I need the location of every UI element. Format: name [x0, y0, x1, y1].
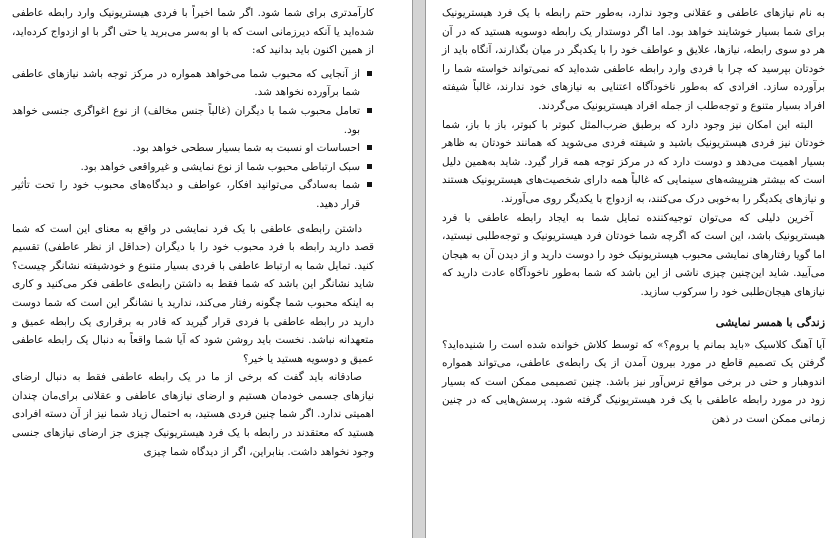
bullet-text: سبک ارتباطی محبوب شما از نوع نمایشی و غیرواقعی خواهد بود.	[80, 160, 360, 173]
right-page	[426, 0, 839, 538]
bullet-text: از آنجایی که محبوب شما می‌خواهد همواره در مرکز توجه باشد نیازهای عاطفی شما برآورده نخواهد شد.	[12, 67, 360, 99]
left-paragraph-2: صادقانه باید گفت که برخی از ما در یک رابطه عاطفی فقط به دنبال ارضای نیازهای جسمی خودمان هستیم و ارضای نیازهای عاطفی و عقلانی برای‌مان چندان اهمیتی ندارد. اگر شما چنین فردی هستید، به احتمال زیاد شما نیز از آن دسته افرادی هستید که معتقدند در رابطه با یک فرد هیستریونیک چیزی جز ارضای نیازهای جنسی وجود نخواهد داشت. بنابراین، اگر از دیدگاه شما چیزی	[12, 371, 374, 458]
page-edge-left	[412, 0, 413, 538]
left-page	[0, 0, 412, 538]
square-bullet-icon	[367, 182, 372, 187]
square-bullet-icon	[367, 145, 372, 150]
bullet-list	[12, 65, 374, 214]
left-page-text	[12, 4, 374, 461]
square-bullet-icon	[367, 164, 372, 169]
bullet-item	[12, 102, 360, 139]
right-paragraph-3: آخرین دلیلی که می‌توان توجیه‌کننده تمایل شما به ایجاد رابطه عاطفی با فرد هیستریونیک باشد، این است که اگرچه شما خودتان فرد هیستریونیک و توجه‌طلبی نیستید، اما گویا رفتارهای نمایشی محبوب هیستریونیک خود را دوست دارید و از دیدن آن به هیجان می‌آیید. شاید این‌چنین چیزی ناشی از این باشد که شما به‌طور ناخودآگاه عادت دارید که نیازهای هیجان‌طلبی خود را سرکوب سازید.	[442, 211, 825, 298]
right-paragraph-1: به نام نیازهای عاطفی و عقلانی وجود ندارد، به‌طور حتم رابطه با یک فرد هیستریونیک برای شما بسیار خوشایند خواهد بود. اما اگر دوستدار یک رابطه دوسویه هستید که در آن هر دو سوی رابطه، نیازها، علایق و عواطف خود را با یکدیگر در میان بگذارند، آنگاه باید از خودتان بپرسید که چرا با فردی وارد رابطه عاطفی شده‌اید که نمی‌تواند خواسته شما را برآورده سازد. افرادی که به‌طور ناخودآگاه اعتنایی به نیازهای خود ندارند، غالباً شیفته افراد بسیار متنوع و توجه‌طلب از جمله افراد هیستریونیک می‌گردند.	[442, 7, 825, 112]
square-bullet-icon	[367, 108, 372, 113]
bullet-item	[12, 176, 360, 213]
left-paragraph-1: داشتن رابطه‌ی عاطفی با یک فرد نمایشی در واقع به معنای این است که شما قصد دارید رابطه با فرد محبوب خود را با دیگران (حداقل از نظر عاطفی) تقسیم کنید. تمایل شما به ارتباط عاطفی با فردی بسیار متنوع و خودشیفته نشانگر چیست؟ شاید نشانگر این باشد که شما فقط به داشتن رابطه‌ی عاطفی فکر می‌کنید و کاری به اینکه محبوب شما چگونه رفتار می‌کند، ندارید یا نشانگر این است که شما دوست دارید در رابطه عاطفی با فردی قرار گیرید که قادر به برقراری یک رابطه عمیق و متعهدانه نباشد. نخست باید روشن شود که آیا شما واقعاً به دنبال یک رابطه عاطفی عمیق و دوسویه هستید یا خیر؟	[12, 222, 374, 365]
right-paragraph-2: البته این امکان نیز وجود دارد که برطبق ضرب‌المثل کبوتر با کبوتر، باز با باز، شما خودتان نیز فردی هیستریونیک باشید و شیفته فردی می‌شوید که همانند خودتان به ظاهر بسیار اهمیت می‌دهد و دوست دارد که در مرکز توجه همه قرار گیرد. شاید به‌همین دلیل است که بیشتر هنرپیشه‌های سینمایی که غالباً همه دارای شخصیت‌های هیستریونیک هستند و نیازهای یکدیگر را به‌خوبی درک می‌کنند، به ازدواج با یکدیگر روی می‌آورند.	[442, 118, 825, 205]
bullet-text: شما به‌سادگی می‌توانید افکار، عواطف و دیدگاه‌های محبوب خود را تحت تأثیر قرار دهید.	[12, 179, 360, 210]
right-paragraph-4: آیا آهنگ کلاسیک «باید بمانم یا بروم؟» که توسط کلاش خوانده شده است را شنیده‌اید؟ گرفتن یک تصمیم قاطع در مورد بیرون آمدن از یک رابطه‌ی عاطفی، می‌تواند همواره اندوهبار و حتی در برخی مواقع ترس‌آور نیز باشد. چنین تصمیمی ممکن است که بسیار زود در مورد رابطه عاطفی با یک فرد هیستریونیک گرفته شود. پرسش‌هایی که در چنین زمانی ممکن است در ذهن	[442, 338, 825, 425]
bullet-item	[12, 158, 360, 177]
bullet-item	[12, 65, 360, 102]
bullet-text: احساسات او نسبت به شما بسیار سطحی خواهد بود.	[132, 142, 360, 155]
right-page-text	[442, 4, 825, 428]
bullet-text: تعامل محبوب شما با دیگران (غالباً جنس مخالف) از نوع اغواگری جنسی خواهد بود.	[12, 104, 360, 136]
bullet-item	[12, 139, 360, 158]
section-heading: زندگی با همسر نمایشی	[715, 315, 825, 329]
square-bullet-icon	[367, 71, 372, 76]
left-intro-paragraph: کارآمدتری برای شما شود. اگر شما اخیراً با فردی هیستریونیک وارد رابطه عاطفی شده‌اید یا آنکه دیرزمانی است که با او به‌سر می‌برید یا حتی اگر با او ازدواج کرده‌اید، از همین اکنون باید بدانید که:	[12, 7, 374, 57]
